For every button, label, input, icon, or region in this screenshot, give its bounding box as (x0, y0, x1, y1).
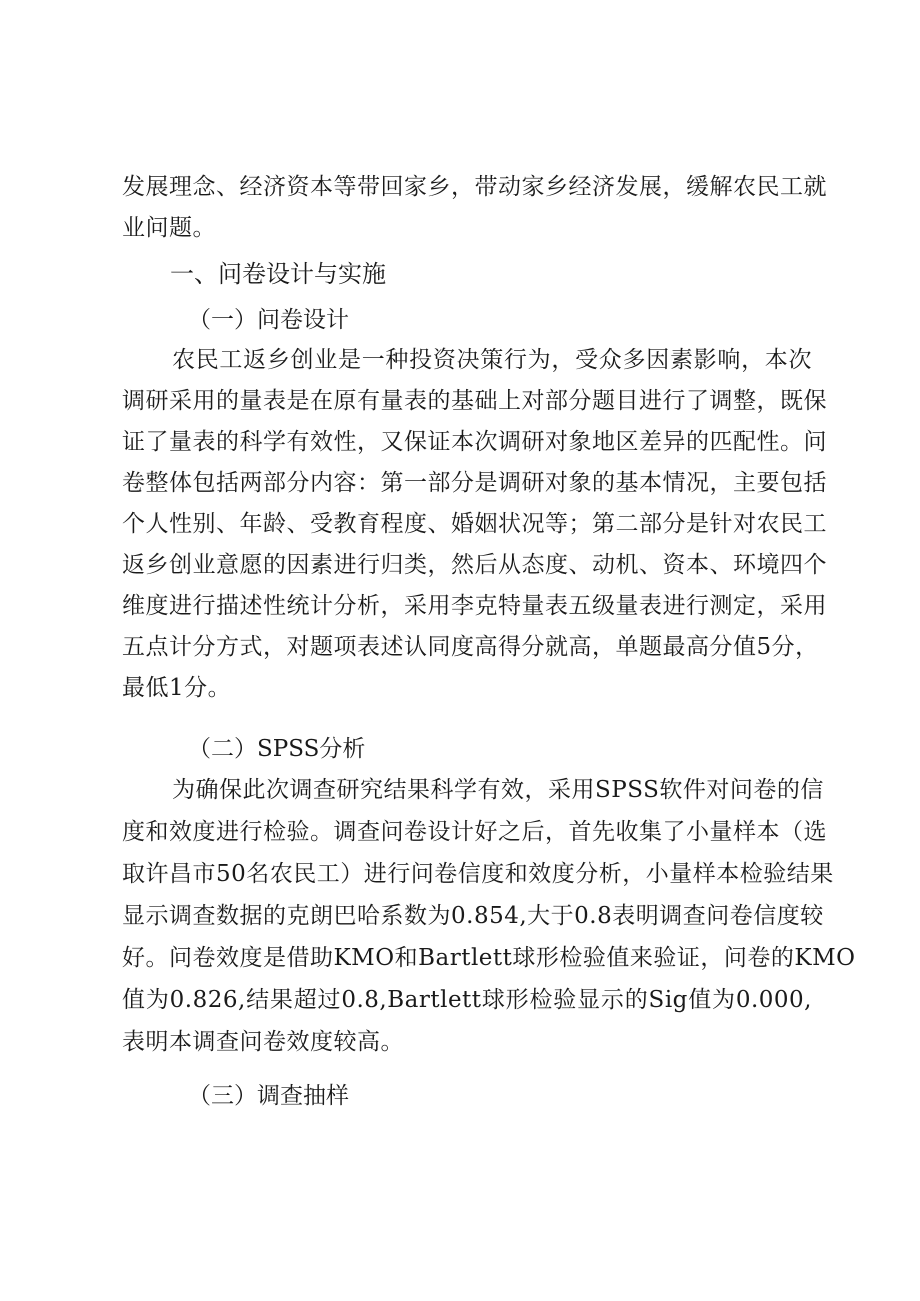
paragraph-line: 调研采用的量表是在原有量表的基础上对部分题目进行了调整，既保 (122, 388, 827, 414)
paragraph-line: 最低1分。 (122, 675, 232, 701)
paragraph-line: 个人性别、年龄、受教育程度、婚姻状况等；第二部分是针对农民工 (122, 511, 827, 537)
paragraph-line: 证了量表的科学有效性，又保证本次调研对象地区差异的匹配性。问 (122, 429, 827, 455)
paragraph-line: 度和效度进行检验。调查问卷设计好之后，首先收集了小量样本（选 (122, 819, 827, 845)
paragraph-line: 卷整体包括两部分内容：第一部分是调研对象的基本情况，主要包括 (122, 470, 827, 496)
paragraph-line: 发展理念、经济资本等带回家乡，带动家乡经济发展，缓解农民工就 (122, 174, 827, 200)
paragraph-line: 农民工返乡创业是一种投资决策行为，受众多因素影响，本次 (172, 347, 812, 373)
paragraph-line: 返乡创业意愿的因素进行归类，然后从态度、动机、资本、环境四个 (122, 552, 827, 578)
section-heading: 一、问卷设计与实施 (170, 260, 386, 288)
paragraph-line: 表明本调查问卷效度较高。 (122, 1029, 404, 1055)
paragraph-line: 维度进行描述性统计分析，采用李克特量表五级量表进行测定，采用 (122, 593, 827, 619)
paragraph-line: 五点计分方式，对题项表述认同度高得分就高，单题最高分值5分， (122, 634, 819, 660)
paragraph-line: 好。问卷效度是借助KMO和Bartlett球形检验值来验证，问卷的KMO (122, 945, 856, 971)
paragraph-line: 业问题。 (122, 215, 216, 241)
subsection-heading: （二）SPSS分析 (188, 736, 366, 762)
paragraph-line: 值为0.826,结果超过0.8,Bartlett球形检验显示的Sig值为0.000, (122, 987, 812, 1013)
paragraph-line: 取许昌市50名农民工）进行问卷信度和效度分析，小量样本检验结果 (122, 861, 834, 887)
paragraph-line: 显示调查数据的克朗巴哈系数为0.854,大于0.8表明调查问卷信度较 (122, 903, 824, 929)
subsection-heading: （三）调查抽样 (188, 1083, 349, 1109)
paragraph-line: 为确保此次调查研究结果科学有效，采用SPSS软件对问卷的信 (172, 777, 824, 803)
subsection-heading: （一）问卷设计 (188, 307, 349, 333)
